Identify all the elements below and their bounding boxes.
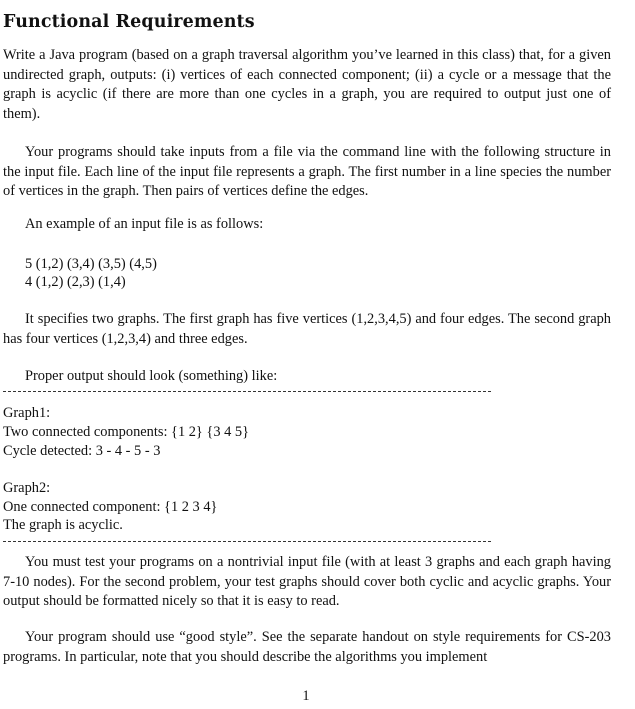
graph1-label: Graph1:: [3, 405, 51, 421]
output-intro-paragraph: Proper output should look (something) like:: [25, 368, 278, 384]
bottom-dashed-divider: [3, 541, 491, 542]
page-number: 1: [302, 688, 310, 704]
example-explanation-paragraph: It specifies two graphs. The first graph has five vertices (1,2,3,4,5) and four edges. The second graph has four vertices (1,2,3,4) and three edges.: [3, 311, 611, 347]
input-example-line-1: 5 (1,2) (3,4) (3,5) (4,5): [25, 256, 157, 272]
graph1-components-line: Two connected components: {1 2} {3 4 5}: [3, 424, 250, 440]
testing-paragraph: You must test your programs on a nontrivial input file (with at least 3 graphs and each graph having 7-10 nodes). For the second problem, your test graphs should cover both cyclic and acyclic graphs. Your output should be formatted nicely so that it is easy to read.: [3, 554, 611, 609]
example-intro-paragraph: An example of an input file is as follows:: [25, 216, 264, 232]
section-heading: Functional Requirements: [3, 12, 255, 32]
input-example-line-2: 4 (1,2) (2,3) (1,4): [25, 274, 126, 290]
graph2-label: Graph2:: [3, 480, 51, 496]
graph2-components-line: One connected component: {1 2 3 4}: [3, 499, 218, 515]
input-format-paragraph: Your programs should take inputs from a file via the command line with the following structure in the input file. Each line of the input file represents a graph. The first number in a line species the number of vertices in the graph. Then pairs of vertices define the edges.: [3, 144, 611, 199]
top-dashed-divider: [3, 391, 491, 392]
style-paragraph: Your program should use “good style”. See the separate handout on style requirements for CS-203 programs. In particular, note that you should describe the algorithms you implement: [3, 629, 611, 665]
graph1-cycle-line: Cycle detected: 3 - 4 - 5 - 3: [3, 443, 161, 459]
intro-paragraph: Write a Java program (based on a graph traversal algorithm you’ve learned in this class) that, for a given undirected graph, outputs: (i) vertices of each connected component; (ii) a cycle or a message that the graph is acyclic (if there are more than one cycles in a graph, you are required to output just one of them).: [3, 47, 611, 122]
graph2-cycle-line: The graph is acyclic.: [3, 517, 123, 533]
